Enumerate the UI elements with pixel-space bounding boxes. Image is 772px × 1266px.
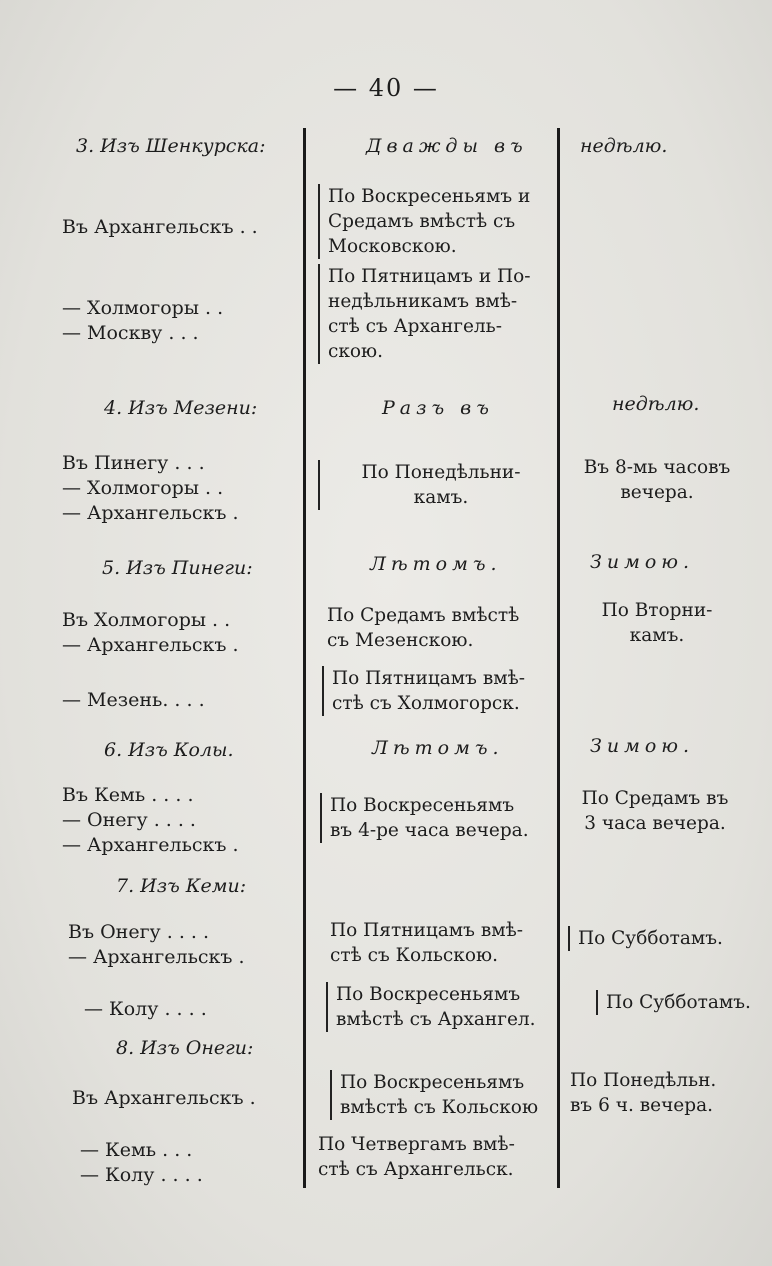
time-line: 3 часа вечера. [584,813,726,834]
destination: — Москву . . . [62,322,199,344]
schedule-line: По Воскресеньямъ и [328,186,531,207]
schedule-cell [326,982,566,1032]
time-cell [562,598,752,648]
section-header-right: Зимою. [590,551,695,573]
section-header-right: недѣлю. [580,135,668,157]
destination: — Колу . . . . [80,1164,203,1186]
schedule-cell [320,793,566,843]
schedule-line: Средамъ вмѣстѣ съ [328,211,516,232]
schedule-line: Московскою. [328,236,457,257]
destination: Въ Холмогоры . . [62,609,231,631]
schedule-line: стѣ съ Холмогорск. [332,693,520,714]
schedule-line: По Воскресеньямъ [340,1072,525,1093]
schedule-cell [318,460,554,510]
destination: — Мезень. . . . [62,689,205,711]
destination: Въ Архангельскъ . [72,1087,256,1109]
section-title: 4. Изъ Мезени: [104,397,258,419]
column-rule-left [303,128,306,1188]
section-header-mid: Дважды въ [366,135,528,157]
destination: — Онегу . . . . [62,809,196,831]
destination: — Архангельскъ . [68,946,245,968]
section-title: 7. Изъ Кеми: [116,875,247,897]
destination: — Холмогоры . . [62,477,224,499]
time-line: По Понедѣльн. [570,1070,717,1091]
section-header-mid: Лѣтомъ. [372,737,504,759]
schedule-line: По Пятницамъ вмѣ- [330,920,524,941]
schedule-line: По Четвергамъ вмѣ- [318,1134,515,1155]
destination: — Архангельскъ . [62,834,239,856]
time-line: По Вторни- [601,600,713,621]
schedule-line: По Понедѣльни- [361,462,521,483]
schedule-line: недѣльникамъ вмѣ- [328,291,518,312]
schedule-line: стѣ съ Архангель- [328,316,503,337]
time-line: По Средамъ въ [581,788,729,809]
schedule-line: По Средамъ вмѣстѣ [327,605,520,626]
schedule-line: По Воскресеньямъ [330,795,515,816]
schedule-line: стѣ съ Архангельск. [318,1159,514,1180]
schedule-line: По Воскресеньямъ [336,984,521,1005]
section-title: 5. Изъ Пинеги: [102,557,253,579]
time-line: въ 6 ч. вечера. [570,1095,714,1116]
schedule-cell [318,1132,556,1182]
schedule-line: По Пятницамъ вмѣ- [332,668,526,689]
schedule-line: стѣ съ Кольскою. [330,945,498,966]
schedule-line: По Пятницамъ и По- [328,266,531,287]
page-number: — 40 — [333,74,439,102]
schedule-cell [330,1070,566,1120]
schedule-line: скою. [328,341,384,362]
time-cell [570,1068,754,1118]
destination: — Архангельскъ . [62,502,239,524]
schedule-line: вмѣстѣ съ Кольскою [340,1097,539,1118]
destination: Въ Онегу . . . . [68,921,210,943]
destination: — Архангельскъ . [62,634,239,656]
section-title: 6. Изъ Колы. [104,739,234,761]
schedule-line: съ Мезенскою. [327,630,474,651]
time-line: вечера. [620,482,694,503]
destination: — Холмогоры . . [62,297,224,319]
section-title: 3. Изъ Шенкурска: [76,135,266,157]
schedule-cell [318,184,564,259]
time-line: По Субботамъ. [606,992,751,1013]
time-cell [562,455,752,505]
schedule-line: въ 4-ре часа вечера. [330,820,529,841]
section-header-mid: Разъ въ [382,397,494,419]
destination: — Колу . . . . [84,998,207,1020]
time-cell [568,926,758,951]
schedule-cell [318,264,564,364]
destination: — Кемь . . . [80,1139,193,1161]
schedule-cell [330,918,556,968]
section-header-mid: Лѣтомъ. [370,553,502,575]
destination: Въ Кемь . . . . [62,784,194,806]
section-title: 8. Изъ Онеги: [116,1037,254,1059]
schedule-cell [327,603,553,653]
schedule-line: камъ. [413,487,469,508]
destination: Въ Пинегу . . . [62,452,205,474]
time-cell [558,786,752,836]
time-cell [596,990,756,1015]
section-header-right: Зимою. [590,735,695,757]
destination: Въ Архангельскъ . . [62,216,258,238]
schedule-cell [322,666,564,716]
schedule-line: вмѣстѣ съ Архангел. [336,1009,536,1030]
time-line: По Субботамъ. [578,928,723,949]
section-header-right: недѣлю. [612,393,700,415]
time-line: камъ. [629,625,685,646]
time-line: Въ 8-мь часовъ [583,457,731,478]
